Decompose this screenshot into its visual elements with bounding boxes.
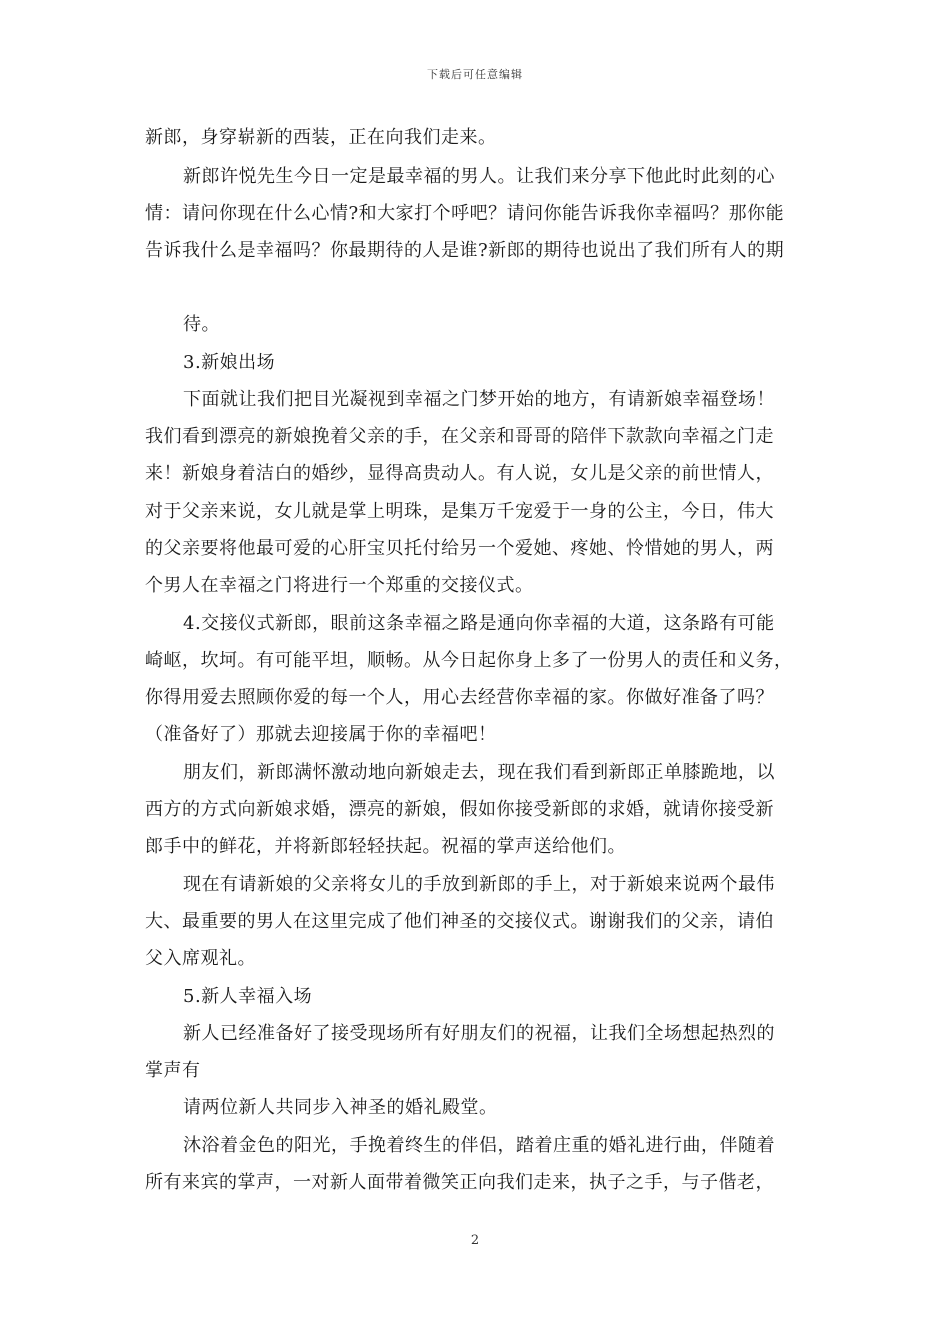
text-line: 掌声有 [145, 1060, 201, 1081]
text-line: 新郎，身穿崭新的西装，正在向我们走来。 [145, 127, 497, 148]
text-line: 对于父亲来说，女儿就是掌上明珠，是集万千宠爱于一身的公主，今日，伟大 [145, 501, 774, 522]
section-heading: 4.交接仪式新郎，眼前这条幸福之路是通向你幸福的大道，这条路有可能 [183, 613, 775, 634]
text-line: 郎手中的鲜花，并将新郎轻轻扶起。祝福的掌声送给他们。 [145, 836, 626, 857]
text-line: 西方的方式向新娘求婚，漂亮的新娘，假如你接受新郎的求婚，就请你接受新 [145, 799, 774, 820]
text-line: 大、最重要的男人在这里完成了他们神圣的交接仪式。谢谢我们的父亲，请伯 [145, 911, 774, 932]
text-line: 新人已经准备好了接受现场所有好朋友们的祝福，让我们全场想起热烈的 [183, 1023, 775, 1044]
text-line: 请两位新人共同步入神圣的婚礼殿堂。 [183, 1097, 498, 1118]
text-line: 我们看到漂亮的新娘挽着父亲的手，在父亲和哥哥的陪伴下款款向幸福之门走 [145, 426, 774, 447]
text-line: 新郎许悦先生今日一定是最幸福的男人。让我们来分享下他此时此刻的心 [183, 166, 775, 187]
text-line: 沐浴着金色的阳光，手挽着终生的伴侣，踏着庄重的婚礼进行曲，伴随着 [183, 1135, 775, 1156]
text-line: 待。 [183, 314, 220, 335]
text-line: 来！新娘身着洁白的婚纱，显得高贵动人。有人说，女儿是父亲的前世情人， [145, 463, 774, 484]
text-line: 下面就让我们把目光凝视到幸福之门梦开始的地方，有请新娘幸福登场！ [183, 389, 775, 410]
text-line: 告诉我什么是幸福吗？你最期待的人是谁?新郎的期待也说出了我们所有人的期 [145, 240, 785, 261]
text-line: 父入席观礼。 [145, 948, 256, 969]
page-number: 2 [470, 1233, 480, 1248]
text-line: 的父亲要将他最可爱的心肝宝贝托付给另一个爱她、疼她、怜惜她的男人，两 [145, 538, 774, 559]
section-heading: 5.新人幸福入场 [183, 986, 313, 1007]
text-line: 所有来宾的掌声，一对新人面带着微笑正向我们走来，执子之手，与子偕老， [145, 1172, 774, 1193]
section-heading: 3.新娘出场 [183, 352, 276, 373]
text-line: 现在有请新娘的父亲将女儿的手放到新郎的手上，对于新娘来说两个最伟 [183, 874, 775, 895]
text-line: 情：请问你现在什么心情?和大家打个呼吧？请问你能告诉我你幸福吗？那你能 [145, 203, 785, 224]
text-line: 崎岖，坎坷。有可能平坦，顺畅。从今日起你身上多了一份男人的责任和义务， [145, 650, 793, 671]
page-header: 下载后可任意编辑 [427, 68, 523, 81]
text-line: 个男人在幸福之门将进行一个郑重的交接仪式。 [145, 575, 534, 596]
text-line: 你得用爱去照顾你爱的每一个人，用心去经营你幸福的家。你做好准备了吗？ [145, 687, 774, 708]
text-line: 朋友们，新郎满怀激动地向新娘走去，现在我们看到新郎正单膝跪地，以 [183, 762, 775, 783]
text-line: （准备好了）那就去迎接属于你的幸福吧！ [145, 724, 497, 745]
